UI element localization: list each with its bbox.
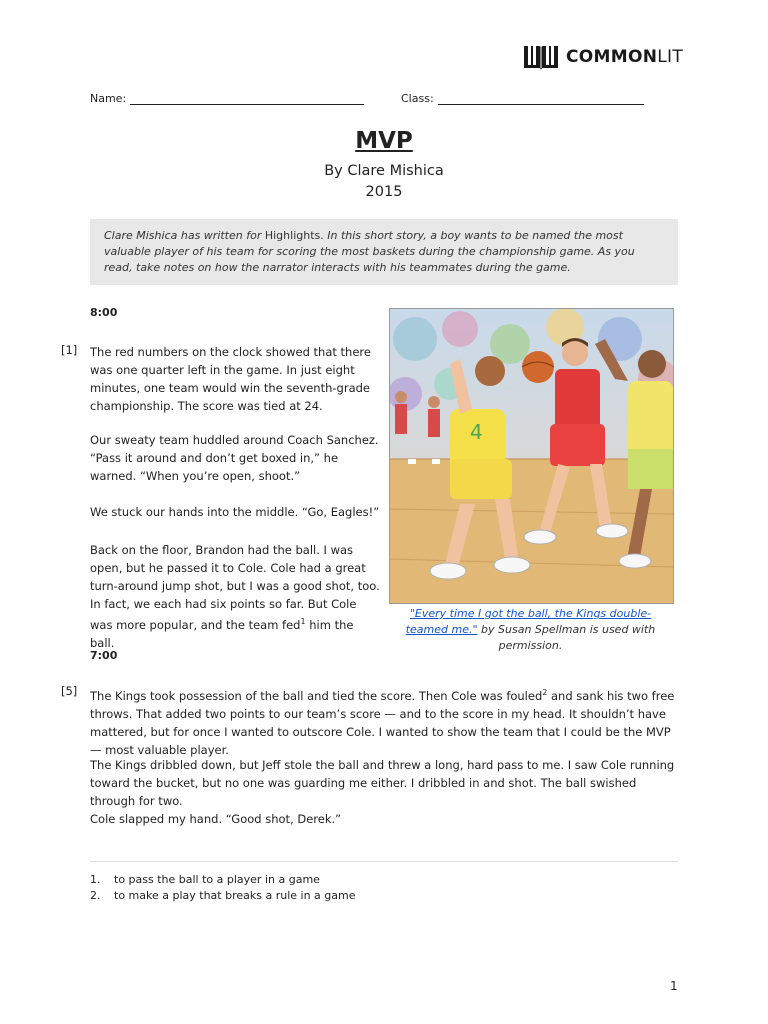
paragraph-4: Back on the floor, Brandon had the ball. I was open, but he passed it to Cole. Cole had a great turn-around jump shot, but I was a good shot, too. In fact, we each had six points so far. But Cole was more popular, and the team fed$^1$ him the ball. — [90, 543, 380, 650]
footnote-ref-2[interactable]: 2 — [542, 688, 548, 697]
class-field[interactable] — [401, 92, 644, 105]
name-line[interactable] — [130, 92, 364, 105]
paragraph-6: The Kings dribbled down, but Jeff stole the ball and threw a long, hard pass to me. I saw Cole running toward the bucket, but no one was guarding me either. I dribbled in and shot. The ball swished through for two. — [90, 758, 675, 808]
footnotes — [90, 872, 355, 904]
book-icon — [522, 42, 560, 72]
intro-box: Clare Mishica has written for Highlights. In this short story, a boy wants to be named the most valuable player of his team for scoring the most baskets during the championship game. As you read, take notes on how the narrator interacts with his teammates during the game. — [90, 219, 678, 285]
story-illustration — [389, 308, 674, 604]
story-year: 2015 — [365, 184, 403, 200]
paragraph-number-5: [5] — [61, 684, 78, 698]
brand-name: COMMONLIT — [566, 47, 684, 67]
paragraph-2: Our sweaty team huddled around Coach Sanchez. “Pass it around and don’t get boxed in,” he warned. “When you’re open, shoot.” — [90, 433, 379, 483]
name-field[interactable] — [90, 92, 364, 105]
paragraph-7: Cole slapped my hand. “Good shot, Derek.” — [90, 812, 342, 826]
time-marker-1: 8:00 — [90, 306, 118, 319]
paragraph-5: The Kings took possession of the ball and tied the score. Then Cole was fouled$^2$ and sank his two free throws. That added two points to our team’s score — and to the score in my head. It shouldn’t have mattered, but for once I wanted to outscore Cole. I wanted to show the team that I could be the MVP — most valuable player. — [90, 688, 675, 757]
story-byline: By Clare Mishica — [324, 163, 444, 179]
footnote-divider — [90, 861, 678, 862]
time-marker-2: 7:00 — [90, 649, 118, 662]
paragraph-3: We stuck our hands into the middle. “Go, Eagles!” — [90, 505, 380, 519]
basketball-players-illustration — [390, 309, 673, 603]
jersey-number: 4 — [470, 420, 483, 444]
paragraph-1: The red numbers on the clock showed that there was one quarter left in the game. In just eight minutes, one team would win the seventh-grade championship. The score was tied at 24. — [90, 345, 371, 413]
paragraph-number-1: [1] — [61, 343, 78, 357]
footnote-1: 1. to pass the ball to a player in a game — [90, 873, 320, 886]
story-title: MVP — [355, 128, 413, 154]
illustration-caption: "Every time I got the ball, the Kings double-teamed me." by Susan Spellman is used with permission. — [405, 607, 656, 652]
footnote-2: 2. to make a play that breaks a rule in a game — [90, 889, 356, 902]
caption-link[interactable]: "Every time I got the ball, the Kings double-teamed me." — [405, 607, 652, 636]
name-label: Name: — [90, 92, 127, 105]
class-label: Class: — [401, 92, 434, 105]
commonlit-logo — [522, 42, 683, 72]
class-line[interactable] — [438, 92, 644, 105]
page-number: 1 — [670, 979, 678, 993]
footnote-ref-1[interactable]: 1 — [300, 617, 306, 626]
